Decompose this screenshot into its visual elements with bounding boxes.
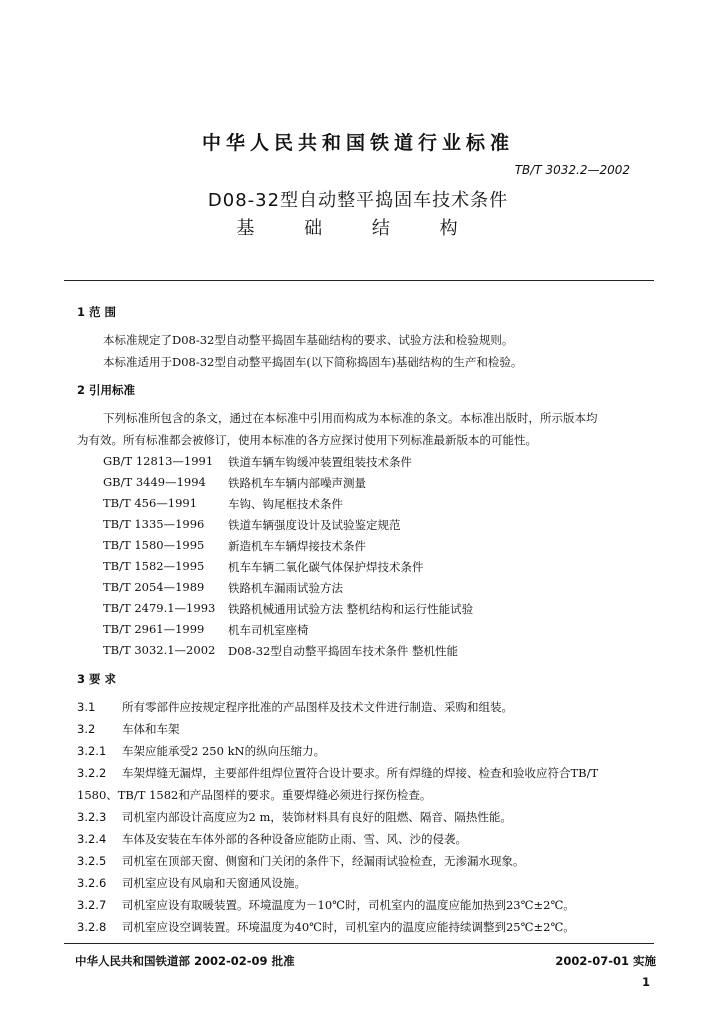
clause-number: 3.2.8 xyxy=(77,920,107,934)
approval-date: 中华人民共和国铁道部 2002-02-09 批准 xyxy=(75,954,295,968)
reference-title: 机车司机室座椅 xyxy=(228,623,309,637)
reference-title: 铁道车辆强度设计及试验鉴定规范 xyxy=(228,518,401,532)
clause-text: 司机室应设有风扇和天窗通风设施。 xyxy=(122,876,306,890)
page-number: 1 xyxy=(641,975,650,989)
section-2-intro-line-1: 下列标准所包含的条文，通过在本标准中引用而构成为本标准的条文。本标准出版时，所示版本均 xyxy=(103,411,598,425)
reference-code: TB/T 1335—1996 xyxy=(103,517,205,531)
clause-text: 1580、TB/T 1582和产品图样的要求。重要焊缝必须进行探伤检查。 xyxy=(77,788,432,802)
reference-title: 机车车辆二氧化碳气体保护焊技术条件 xyxy=(228,560,424,574)
clause-text: 司机室应设空调装置。环境温度为40℃时，司机室内的温度应能持续调整到25℃±2℃。 xyxy=(122,920,575,934)
document-title: D08-32型自动整平捣固车技术条件 xyxy=(207,190,509,211)
reference-code: TB/T 3032.1—2002 xyxy=(103,643,216,657)
clause xyxy=(77,765,598,781)
reference-code: TB/T 2479.1—1993 xyxy=(103,601,216,615)
reference-code: GB/T 12813—1991 xyxy=(103,454,214,468)
document-subtitle: 基 础 结 构 xyxy=(236,218,480,239)
clause xyxy=(77,919,575,935)
clause xyxy=(77,699,513,715)
standard-number: TB/T 3032.2—2002 xyxy=(514,163,630,177)
section-3-heading: 3 要 求 xyxy=(77,672,117,686)
clause-text: 车架应能承受2 250 kN的纵向压缩力。 xyxy=(122,744,326,758)
section-1-para-2: 本标准适用于D08-32型自动整平捣固车(以下简称捣固车)基础结构的生产和检验。 xyxy=(103,355,523,369)
reference-code: TB/T 2054—1989 xyxy=(103,580,205,594)
clause-continuation xyxy=(77,787,431,803)
clause xyxy=(77,743,325,759)
reference-title: 车钩、钩尾框技术条件 xyxy=(228,497,343,511)
reference-code: GB/T 3449—1994 xyxy=(103,475,206,489)
clause-number: 3.2.7 xyxy=(77,898,107,912)
clause-text: 司机室应设有取暖装置。环境温度为－10℃时，司机室内的温度应能加热到23℃±2℃。 xyxy=(122,898,575,912)
reference-title: 铁路机械通用试验方法 整机结构和运行性能试验 xyxy=(228,602,474,616)
clause xyxy=(77,831,467,847)
clause-text: 车体和车架 xyxy=(122,722,180,736)
clause-number: 3.1 xyxy=(77,700,96,714)
section-2-intro-line-2: 为有效。所有标准都会被修订，使用本标准的各方应探讨使用下列标准最新版本的可能性。 xyxy=(77,433,537,447)
clause xyxy=(77,809,512,825)
implementation-date: 2002-07-01 实施 xyxy=(555,954,656,968)
clause xyxy=(77,897,575,913)
reference-title: D08-32型自动整平捣固车技术条件 整机性能 xyxy=(228,644,459,658)
section-1-heading: 1 范 围 xyxy=(77,305,117,319)
reference-title: 新造机车车辆焊接技术条件 xyxy=(228,539,366,553)
reference-code: TB/T 456—1991 xyxy=(103,496,198,510)
clause-text: 司机室在顶部天窗、侧窗和门关闭的条件下，经漏雨试验检查，无渗漏水现象。 xyxy=(122,854,525,868)
clause-number: 3.2.4 xyxy=(77,832,107,846)
clause-number: 3.2.3 xyxy=(77,810,107,824)
clause-text: 所有零部件应按规定程序批准的产品图样及技术文件进行制造、采购和组装。 xyxy=(122,700,513,714)
footer-divider xyxy=(64,943,654,944)
section-2-heading: 2 引用标准 xyxy=(77,383,136,397)
clause-text: 车体及安装在车体外部的各种设备应能防止雨、雪、风、沙的侵袭。 xyxy=(122,832,467,846)
clause-text: 司机室内部设计高度应为2 m，装饰材料具有良好的阻燃、隔音、隔热性能。 xyxy=(122,810,512,824)
reference-code: TB/T 2961—1999 xyxy=(103,622,205,636)
clause xyxy=(77,875,306,891)
header-divider xyxy=(64,280,654,281)
clause-text: 车架焊缝无漏焊，主要部件组焊位置符合设计要求。所有焊缝的焊接、检查和验收应符合TB/T xyxy=(122,766,599,780)
reference-title: 铁道车辆车钩缓冲装置组装技术条件 xyxy=(228,455,412,469)
reference-code: TB/T 1582—1995 xyxy=(103,559,205,573)
standard-organization: 中华人民共和国铁道行业标准 xyxy=(201,132,514,154)
clause xyxy=(77,721,180,737)
reference-title: 铁路机车车辆内部噪声测量 xyxy=(228,476,366,490)
clause-number: 3.2.1 xyxy=(77,744,107,758)
clause-number: 3.2 xyxy=(77,722,96,736)
section-1-para-1: 本标准规定了D08-32型自动整平捣固车基础结构的要求、试验方法和检验规则。 xyxy=(103,333,514,347)
clause-number: 3.2.6 xyxy=(77,876,107,890)
clause xyxy=(77,853,525,869)
reference-code: TB/T 1580—1995 xyxy=(103,538,205,552)
clause-number: 3.2.5 xyxy=(77,854,107,868)
reference-title: 铁路机车漏雨试验方法 xyxy=(228,581,343,595)
clause-number: 3.2.2 xyxy=(77,766,107,780)
